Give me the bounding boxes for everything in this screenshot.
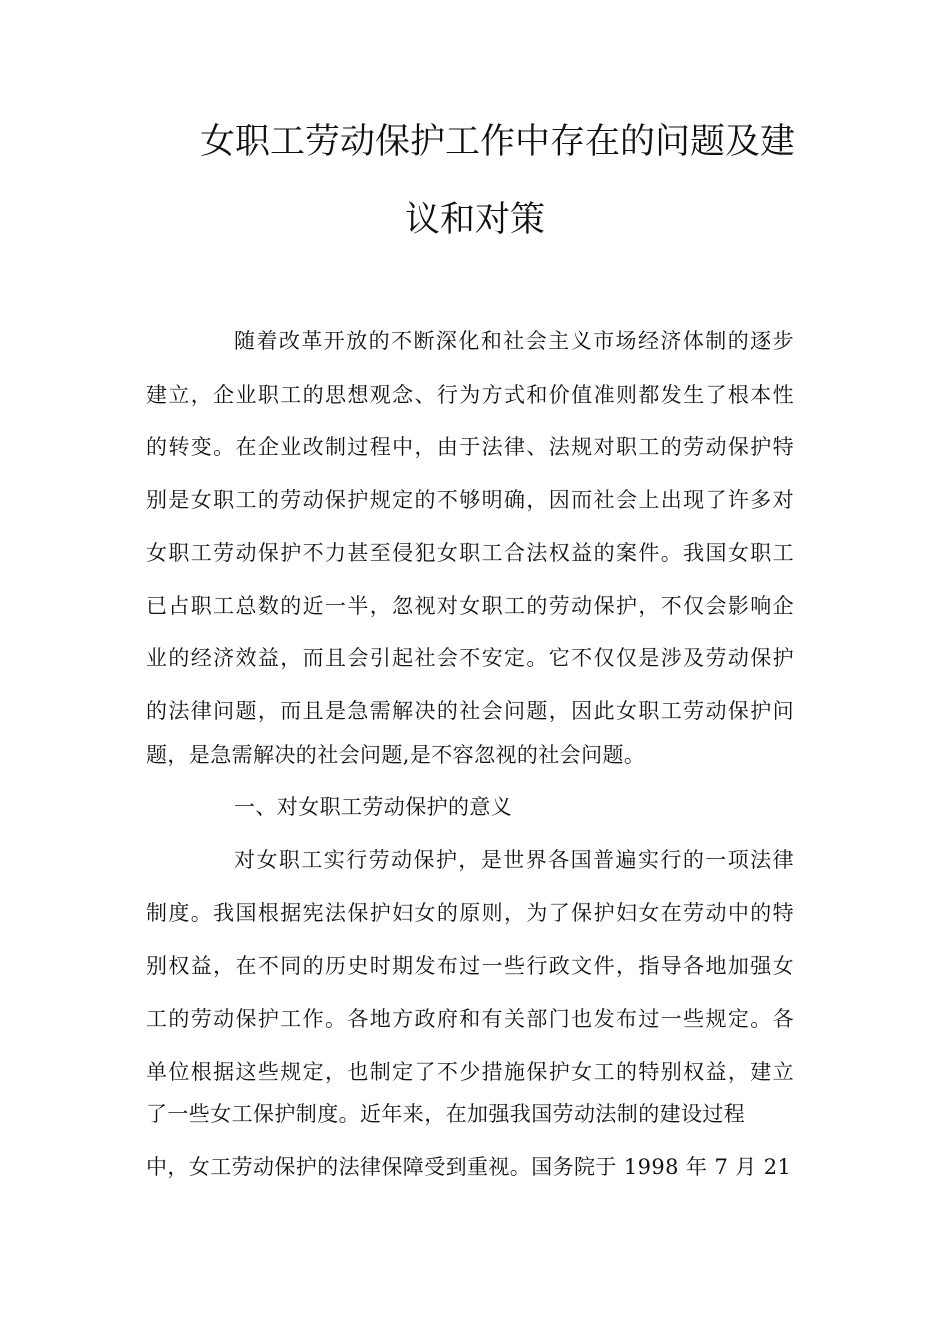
paragraph-2-line: 单位根据这些规定，也制定了不少措施保护女工的特别权益，建立	[146, 1060, 794, 1084]
paragraph-1-line: 已占职工总数的近一半，忽视对女职工的劳动保护，不仅会影响企	[146, 594, 794, 618]
paragraph-1-line: 的转变。在企业改制过程中，由于法律、法规对职工的劳动保护特	[146, 435, 794, 459]
paragraph-2-line: 中，女工劳动保护的法律保障受到重视。国务院于 1998 年 7 月 21	[146, 1155, 792, 1179]
paragraph-1-line: 的法律问题，而且是急需解决的社会问题，因此女职工劳动保护问	[146, 699, 794, 723]
paragraph-1-line: 别是女职工的劳动保护规定的不够明确，因而社会上出现了许多对	[146, 488, 794, 512]
document-title-line-1: 女职工劳动保护工作中存在的问题及建	[200, 122, 796, 162]
paragraph-2-line: 了一些女工保护制度。近年来，在加强我国劳动法制的建设过程	[146, 1102, 746, 1126]
paragraph-2-line: 工的劳动保护工作。各地方政府和有关部门也发布过一些规定。各	[146, 1007, 794, 1031]
paragraph-1-line: 建立，企业职工的思想观念、行为方式和价值准则都发生了根本性	[146, 383, 794, 407]
paragraph-1-line: 随着改革开放的不断深化和社会主义市场经济体制的逐步	[234, 329, 794, 353]
paragraph-2-line: 别权益，在不同的历史时期发布过一些行政文件，指导各地加强女	[146, 954, 794, 978]
paragraph-1-line: 女职工劳动保护不力甚至侵犯女职工合法权益的案件。我国女职工	[146, 541, 794, 565]
document-title-line-2: 议和对策	[404, 200, 545, 240]
paragraph-1-line: 业的经济效益，而且会引起社会不安定。它不仅仅是涉及劳动保护	[146, 646, 794, 670]
section-heading-1: 一、对女职工劳动保护的意义	[234, 795, 513, 819]
paragraph-1-line: 题，是急需解决的社会问题,是不容忽视的社会问题。	[146, 743, 646, 767]
paragraph-2-line: 制度。我国根据宪法保护妇女的原则，为了保护妇女在劳动中的特	[146, 901, 794, 925]
paragraph-2-line: 对女职工实行劳动保护，是世界各国普遍实行的一项法律	[234, 848, 794, 872]
